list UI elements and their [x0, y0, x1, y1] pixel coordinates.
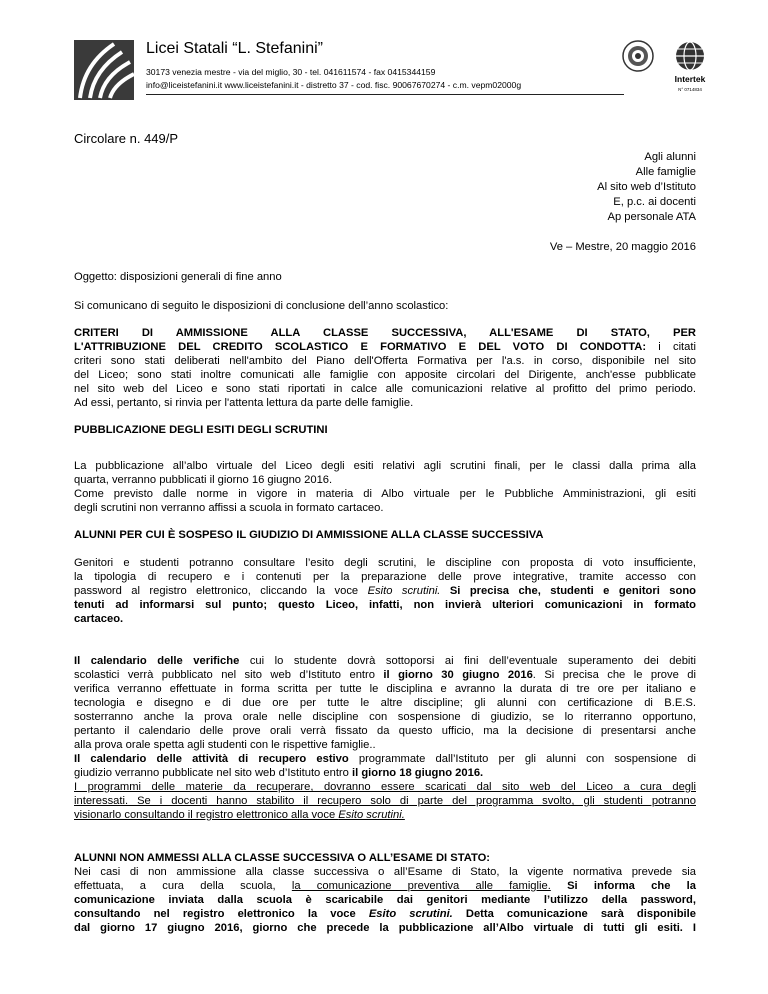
text-run: i citati — [646, 341, 696, 353]
paragraph-line: Nei casi di non ammissione alla classe successiva o all’Esame di Stato, la vigente normativa prevede sia — [74, 866, 696, 878]
recipient-line: Agli alunni — [644, 151, 696, 163]
text-run: . Si precisa che le prove di — [532, 669, 696, 681]
section-heading: CRITERI DI AMMISSIONE ALLA CLASSE SUCCESSIVA, ALL'ESAME DI STATO, PER — [74, 327, 696, 339]
paragraph-line: tecnologia e disegno e di due ore per tutte le altre discipline; gli alunni con certificazione di B.E.S. — [74, 697, 696, 709]
paragraph-line: pertanto il calendario delle prove orali verrà fissato da questo ufficio, ma la decisione di presentarsi anche — [74, 725, 696, 737]
header-divider — [146, 94, 624, 95]
text-run: effettuata, a cura della scuola, — [74, 880, 292, 892]
paragraph-line: alla prova orale spetta agli studenti con le rispettive famiglie.. — [74, 739, 376, 751]
paragraph-line: sosterranno anche la prova orale nelle discipline con sospensione di giudizio, se lo riterranno opportuno, — [74, 711, 696, 723]
recipient-line: Alle famiglie — [635, 166, 696, 178]
school-logo-icon — [74, 40, 134, 100]
paragraph-line: verifica verranno effettuate in forma scritta per tutte le disciplina e avranno la durata di tre ore per italiano e — [74, 683, 696, 695]
paragraph-line — [74, 341, 696, 355]
intertek-globe-icon — [668, 40, 712, 74]
section-heading: PUBBLICAZIONE DEGLI ESITI DEGLI SCRUTINI — [74, 424, 328, 436]
address-line-2: info@liceistefanini.it www.liceistefanini.it - distretto 37 - cod. fisc. 90067670274 - c.m. vepm02000g — [146, 80, 522, 90]
text-run-bold: il giorno 18 giugno 2016. — [352, 767, 484, 779]
text-run-bold: Si precisa che, studenti e genitori sono — [440, 585, 696, 597]
intertek-cert-number: N° 0714834 — [678, 87, 702, 92]
address-line-1: 30173 venezia mestre - via del miglio, 30 - tel. 041611574 - fax 0415344159 — [146, 67, 436, 77]
school-name: Licei Statali “L. Stefanini” — [146, 40, 323, 57]
paragraph-line-underlined: I programmi delle materie da recuperare, dovranno essere scaricati dal sito web del Liceo a cura degli — [74, 781, 696, 793]
paragraph-line: quarta, verranno pubblicati il giorno 16 giugno 2016. — [74, 474, 333, 486]
paragraph-line: comunicazione inviata dalla scuola è scaricabile dai genitori mediante l’utilizzo della password, — [74, 894, 696, 906]
recipient-line: Ap personale ATA — [607, 211, 696, 223]
paragraph-line-underlined: interessati. Se i docenti hanno stabilito il recupero solo di parte del programma svolto, gli studenti potranno — [74, 795, 696, 807]
paragraph-line: nel sito web del Liceo e sono stati riportati in calce alle comunicazioni relative al profitto del primo periodo. — [74, 383, 696, 395]
subject-line: Oggetto: disposizioni generali di fine anno — [74, 271, 282, 283]
text-run-bold: il giorno 30 giugno 2016 — [383, 669, 533, 681]
paragraph-line: tenuti ad informarsi sul punto; questo Liceo, infatti, non invierà ulteriori comunicazioni in formato — [74, 599, 696, 611]
text-run-italic: Esito scrutini. — [338, 809, 405, 821]
text-run: password al registro elettronico, cliccando la voce — [74, 585, 368, 597]
text-run-bold: Il calendario delle attività di recupero estivo — [74, 753, 349, 765]
certification-seal-icon — [622, 40, 654, 72]
paragraph-line — [74, 585, 696, 599]
text-run-underlined: la comunicazione preventiva alle famiglie. — [291, 880, 551, 892]
text-run-bold-italic: Esito scrutini. — [368, 908, 453, 920]
paragraph-line: dal giorno 17 giugno 2016, giorno che precede la pubblicazione all’Albo virtuale di tutti gli esiti. I — [74, 922, 696, 934]
paragraph-line — [74, 880, 696, 894]
paragraph-line: degli scrutini non verranno affissi a scuola in formato cartaceo. — [74, 502, 384, 514]
section-heading: ALUNNI PER CUI È SOSPESO IL GIUDIZIO DI AMMISSIONE ALLA CLASSE SUCCESSIVA — [74, 529, 544, 541]
paragraph-line — [74, 655, 696, 669]
paragraph-line — [74, 669, 696, 683]
paragraph-line: La pubblicazione all’albo virtuale del Liceo degli esiti relativi agli scrutini finali, per le classi dalla prima alla — [74, 460, 696, 472]
text-run: scolastici verrà pubblicato nel sito web d’Istituto entro — [74, 669, 384, 681]
letterhead — [74, 40, 706, 102]
circular-number: Circolare n. 449/P — [74, 131, 179, 146]
text-run: giudizio verranno pubblicate nel sito web d’Istituto entro — [74, 767, 352, 779]
paragraph-line — [74, 908, 696, 922]
paragraph-line: la tipologia di recupero e i contenuti per la preparazione delle prove integrative, tramite accesso con — [74, 571, 696, 583]
section-heading: ALUNNI NON AMMESSI ALLA CLASSE SUCCESSIVA O ALL’ESAME DI STATO: — [74, 852, 491, 864]
paragraph-line: del Liceo; sono stati inoltre comunicati alle famiglie con apposite circolari del Dirigente, anch'esse pubblicate — [74, 369, 696, 381]
text-run-bold: Si informa che la — [550, 880, 696, 892]
intertek-certification — [668, 40, 712, 102]
section-heading-cont: L'ATTRIBUZIONE DEL CREDITO SCOLASTICO E FORMATIVO E DEL VOTO DI CONDOTTA: — [74, 341, 647, 353]
recipient-line: Al sito web d’Istituto — [597, 181, 696, 193]
paragraph-line — [74, 767, 483, 781]
paragraph-line: Ad essi, pertanto, si rinvia per l'attenta lettura da parte delle famiglie. — [74, 397, 414, 409]
recipient-line: E, p.c. ai docenti — [613, 196, 696, 208]
paragraph-line-underlined — [74, 809, 405, 823]
text-run: programmate dall’Istituto per gli alunni con sospensione di — [348, 753, 696, 765]
paragraph-line: Genitori e studenti potranno consultare l’esito degli scrutini, le discipline con proposta di voto insufficiente, — [74, 557, 696, 569]
text-run-italic: Esito scrutini. — [367, 585, 441, 597]
text-run: cui lo studente dovrà sottoporsi ai fini dell’eventuale superamento dei debiti — [239, 655, 696, 667]
text-run-bold: Il calendario delle verifiche — [74, 655, 240, 667]
paragraph-line: cartaceo. — [74, 613, 124, 625]
paragraph-line: Come previsto dalle norme in vigore in materia di Albo virtuale per le Pubbliche Amministrazioni, gli esiti — [74, 488, 696, 500]
text-run: visionarlo consultando il registro elettronico alla voce — [74, 809, 339, 821]
paragraph-line — [74, 753, 696, 767]
intertek-label: Intertek — [674, 74, 706, 84]
intro-line: Si comunicano di seguito le disposizioni di conclusione dell’anno scolastico: — [74, 300, 449, 312]
paragraph-line: criteri sono stati deliberati nell'ambito del Piano dell'Offerta Formativa per l'a.s. in corso, disponibile nel sito — [74, 355, 696, 367]
text-run-bold: Detta comunicazione sarà disponibile — [452, 908, 696, 920]
text-run-bold: consultando nel registro elettronico la voce — [74, 908, 369, 920]
place-date: Ve – Mestre, 20 maggio 2016 — [549, 241, 696, 253]
